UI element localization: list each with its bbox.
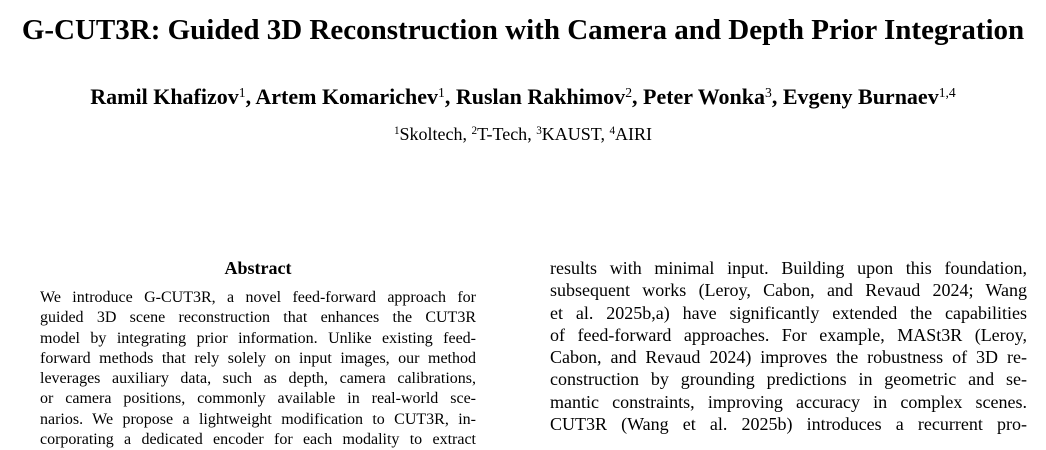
body-line: et al. 2025b,a) have significantly extended the capabilities [550,302,1027,323]
author-affiliation-mark: 2 [625,84,632,100]
author-name: Ruslan Rakhimov [455,84,626,109]
author-affiliation-mark: 3 [765,84,772,100]
author-affiliation-mark: 1,4 [938,84,956,100]
author-name: Evgeny Burnaev [782,84,939,109]
abstract-line: forward methods that rely solely on input images, our method [40,349,476,367]
abstract-heading: Abstract [224,258,292,278]
body-line: results with minimal input. Building upon this foundation, [550,258,1027,278]
author-affiliation-mark: 1 [438,84,445,100]
affiliation-name: Skoltech [399,124,463,144]
body-line: mantic constraints, improving accuracy in complex scenes. [550,391,1027,412]
affiliation-number: 2 [471,124,478,137]
abstract-line: We introduce G-CUT3R, a novel feed-forward approach for [40,289,476,306]
affiliation-list: $^1$Skoltech, $^2$T-Tech, $^3$KAUST, $^4$AIRI [393,124,653,144]
author-name: Ramil Khafizov [90,84,239,109]
affiliation-number: 3 [536,124,542,137]
body-line: CUT3R (Wang et al. 2025b) introduces a recurrent pro- [550,414,1027,435]
abstract-line: corporating a dedicated encoder for each modality to extract [40,431,476,449]
abstract-line: leverages auxiliary data, such as depth, camera calibrations, [40,370,476,388]
body-line: Cabon, and Revaud 2024) improves the robustness of 3D re- [550,347,1027,368]
affiliation-number: 4 [609,124,616,137]
abstract-line: model by integrating prior information. Unlike existing feed- [40,329,476,347]
paper-title: G-CUT3R: Guided 3D Reconstruction with Camera and Depth Prior Integration [21,14,1025,46]
abstract-body [40,288,476,450]
abstract-line: narios. We propose a lightweight modification to CUT3R, in- [40,410,476,428]
affiliation-name: T-Tech [477,124,528,144]
body-line: construction by grounding predictions in geometric and se- [550,369,1027,390]
abstract-line: or camera positions, commonly available in real-world sce- [40,390,476,408]
author-name: Artem Komarichev [255,84,439,109]
body-line: of feed-forward approaches. For example, MASt3R (Leroy, [550,324,1027,345]
affiliation-number: 1 [393,124,400,137]
abstract-line: guided 3D scene reconstruction that enhances the CUT3R [40,309,476,327]
affiliation-name: KAUST [541,124,601,144]
body-line: subsequent works (Leroy, Cabon, and Revaud 2024; Wang [550,280,1027,301]
author-name: Peter Wonka [643,84,766,109]
author-list: Ramil Khafizov$^1$, Artem Komarichev$^1$, Ruslan Rakhimov$^2$, Peter Wonka$^3$, Evgeny Burnaev$^{1,4}$ [90,84,956,109]
affiliation-name: AIRI [615,124,653,144]
intro-body-column [550,257,1027,435]
author-affiliation-mark: 1 [238,84,246,100]
